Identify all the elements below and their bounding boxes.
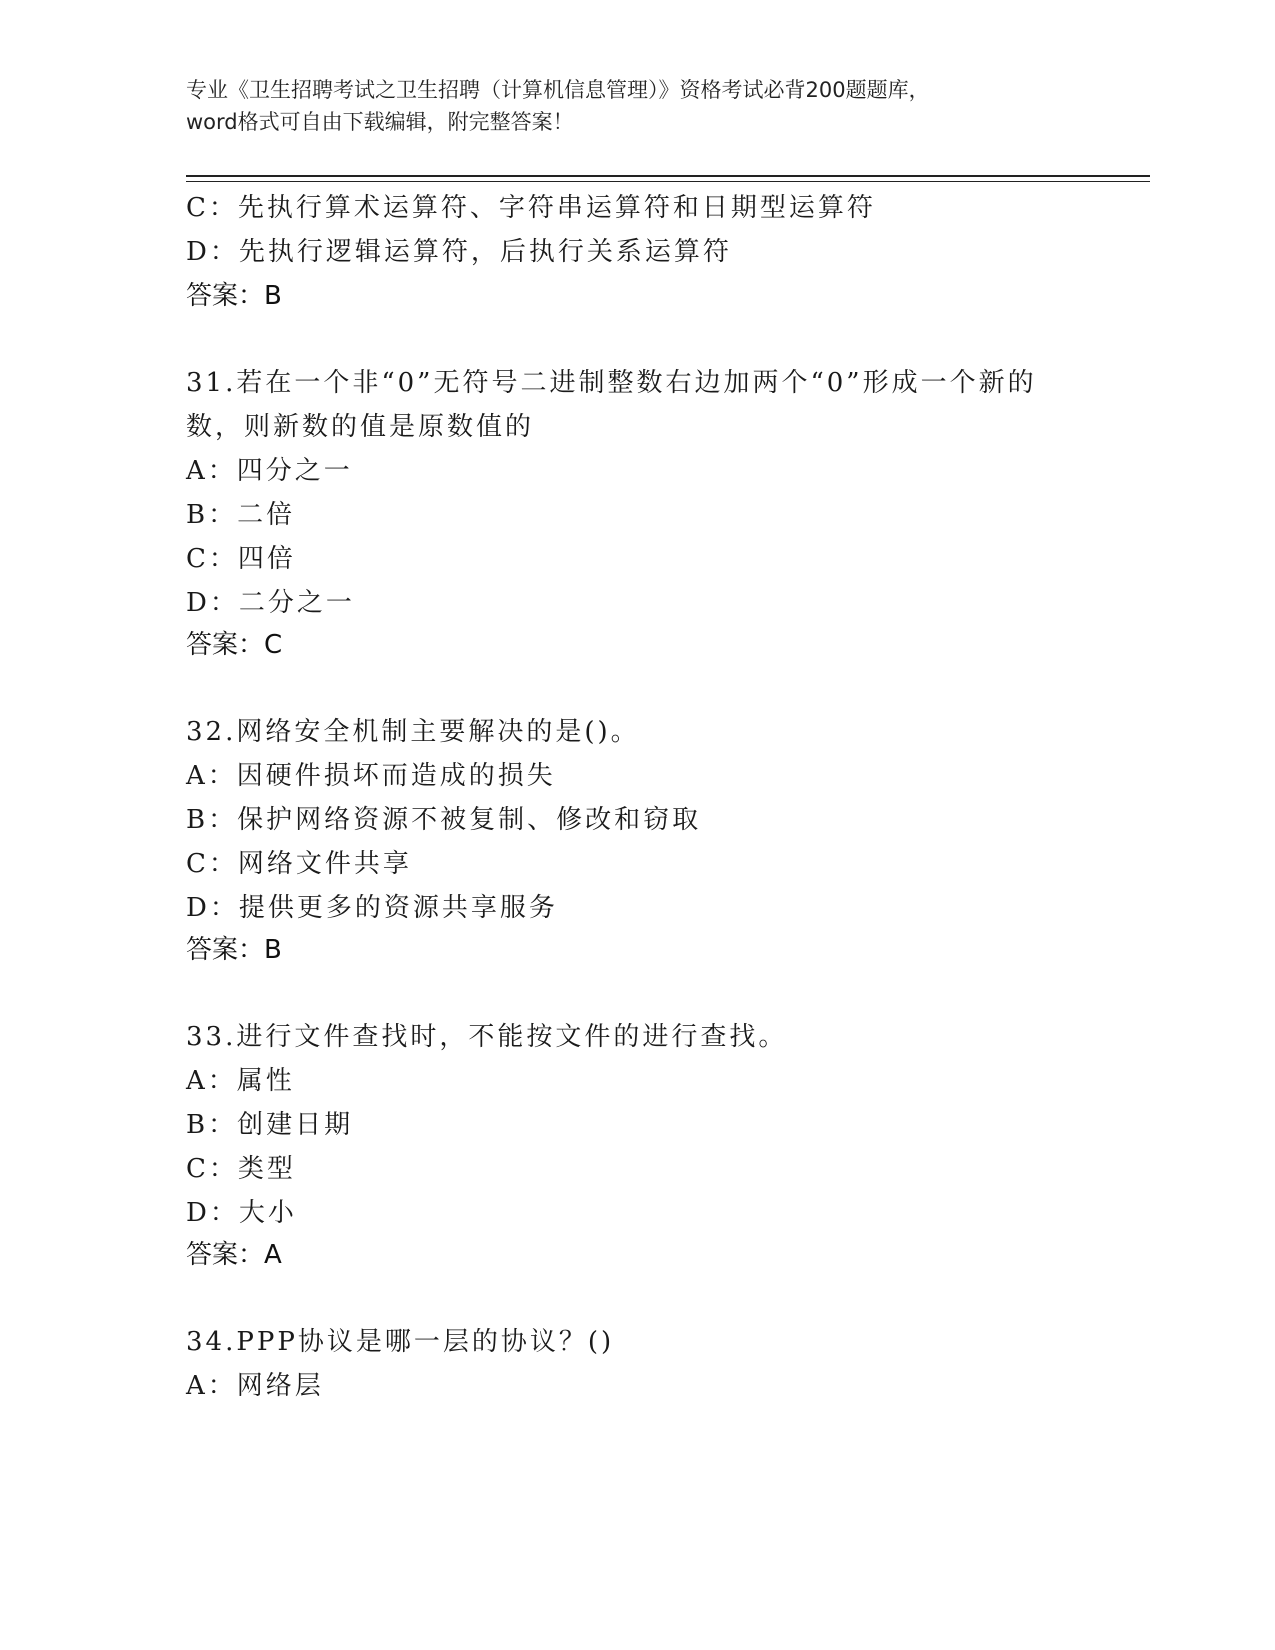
q33-option-b: B：创建日期: [186, 1110, 354, 1140]
q32-stem: 32.网络安全机制主要解决的是()。: [186, 717, 640, 747]
q34-option-a: A：网络层: [186, 1371, 324, 1401]
page-header: [186, 74, 1086, 138]
q34-stem: 34.PPP协议是哪一层的协议？(): [186, 1327, 615, 1357]
q33-stem: 33.进行文件查找时，不能按文件的进行查找。: [186, 1022, 788, 1052]
q33-option-c: C：类型: [186, 1154, 296, 1184]
header-line-2: word格式可自由下载编辑，附完整答案！: [186, 110, 574, 134]
prev-option-d: D：先执行逻辑运算符，后执行关系运算符: [186, 237, 732, 267]
q31-answer: 答案：C: [186, 630, 283, 660]
header-line-1: 专业《卫生招聘考试之卫生招聘（计算机信息管理）》资格考试必背200题题库，: [186, 78, 930, 102]
q32-answer: 答案：B: [186, 935, 282, 965]
q33-answer: 答案：A: [186, 1240, 282, 1270]
prev-answer: 答案：B: [186, 281, 282, 311]
header-rule-thin: [186, 181, 1150, 182]
q32-option-c: C：网络文件共享: [186, 849, 412, 879]
q32-option-d: D：提供更多的资源共享服务: [186, 893, 558, 923]
q31-option-b: B：二倍: [186, 500, 296, 530]
q33-option-d: D：大小: [186, 1198, 297, 1228]
prev-option-c: C：先执行算术运算符、字符串运算符和日期型运算符: [186, 193, 876, 223]
header-rule-thick: [186, 175, 1150, 177]
q31-option-c: C：四倍: [186, 544, 296, 574]
q31-stem-line-2: 数，则新数的值是原数值的: [186, 412, 535, 442]
q31-stem-line-1: 31.若在一个非“0”无符号二进制整数右边加两个“0”形成一个新的: [186, 368, 1037, 398]
q31-option-d: D：二分之一: [186, 588, 355, 618]
q32-option-b: B：保护网络资源不被复制、修改和窃取: [186, 805, 702, 835]
q32-option-a: A：因硬件损坏而造成的损失: [186, 761, 556, 791]
q33-option-a: A：属性: [186, 1066, 295, 1096]
q31-option-a: A：四分之一: [186, 456, 353, 486]
